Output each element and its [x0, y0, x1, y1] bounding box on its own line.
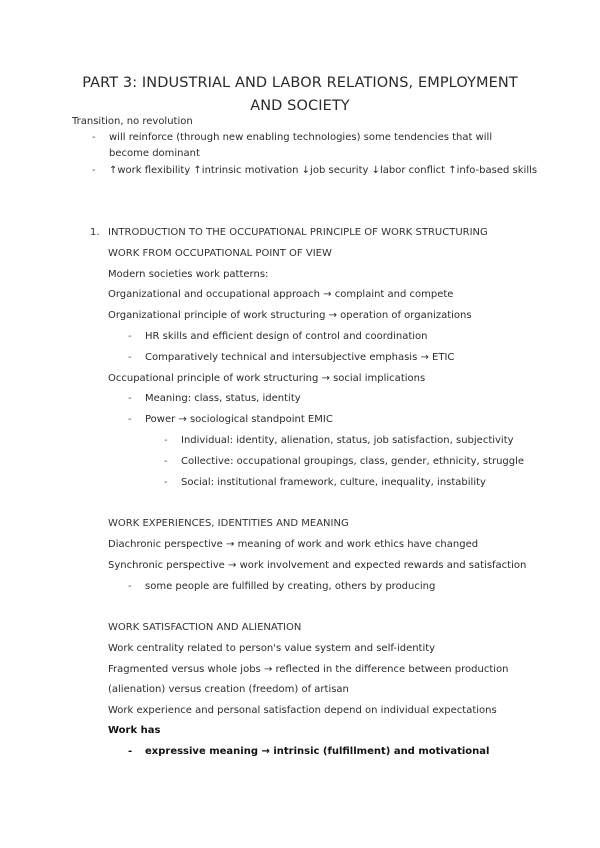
page-title: [60, 72, 540, 118]
intro-bullet-2: ↑work flexibility ↑intrinsic motivation ↓job security ↓labor conflict ↑info-based skills: [109, 165, 538, 176]
bullet-dash: -: [128, 331, 132, 342]
text-line: Occupational principle of work structuring → social implications: [108, 373, 426, 384]
section-number: 1.: [90, 227, 100, 238]
bullet-dash: -: [128, 746, 133, 757]
bullet-dash: -: [128, 414, 132, 425]
text-line: Organizational and occupational approach → complaint and compete: [108, 289, 454, 300]
bullet-dash: -: [164, 477, 168, 488]
text-line: Work experience and personal satisfaction depend on individual expectations: [108, 705, 497, 716]
title-line-2: AND SOCIETY: [250, 98, 350, 114]
list-item: Individual: identity, alienation, status, job satisfaction, subjectivity: [181, 435, 514, 446]
work-has-label: Work has: [108, 725, 161, 736]
intro-bullet-1: will reinforce (through new enabling technologies) some tendencies that will: [109, 132, 493, 143]
subsection-heading-2: WORK EXPERIENCES, IDENTITIES AND MEANING: [108, 518, 349, 529]
bullet-dash: -: [128, 352, 132, 363]
text-line: Organizational principle of work structuring → operation of organizations: [108, 310, 472, 321]
text-line: Work centrality related to person's value system and self-identity: [108, 643, 436, 654]
list-item: expressive meaning → intrinsic (fulfillment) and motivational: [145, 746, 490, 757]
list-item: Collective: occupational groupings, class, gender, ethnicity, struggle: [181, 456, 525, 467]
intro-lead: Transition, no revolution: [72, 116, 193, 127]
section-heading: INTRODUCTION TO THE OCCUPATIONAL PRINCIPLE OF WORK STRUCTURING: [108, 227, 488, 238]
text-line: (alienation) versus creation (freedom) of artisan: [108, 684, 349, 695]
intro-bullet-1-cont: become dominant: [109, 148, 200, 159]
text-line: Synchronic perspective → work involvement and expected rewards and satisfaction: [108, 560, 527, 571]
bullet-dash: -: [92, 132, 96, 143]
title-line-1: PART 3: INDUSTRIAL AND LABOR RELATIONS, EMPLOYMENT: [82, 75, 518, 91]
text-line: Modern societies work patterns:: [108, 269, 269, 280]
bullet-dash: -: [164, 435, 168, 446]
text-line: Diachronic perspective → meaning of work and work ethics have changed: [108, 539, 479, 550]
bullet-dash: -: [128, 581, 132, 592]
text-line: Fragmented versus whole jobs → reflected in the difference between production: [108, 664, 509, 675]
bullet-dash: -: [164, 456, 168, 467]
list-item: HR skills and efficient design of control and coordination: [145, 331, 428, 342]
subsection-heading-3: WORK SATISFACTION AND ALIENATION: [108, 622, 302, 633]
list-item: some people are fulfilled by creating, others by producing: [145, 581, 436, 592]
bullet-dash: -: [92, 165, 96, 176]
list-item: Power → sociological standpoint EMIC: [145, 414, 333, 425]
subsection-heading-1: WORK FROM OCCUPATIONAL POINT OF VIEW: [108, 248, 332, 259]
list-item: Social: institutional framework, culture, inequality, instability: [181, 477, 486, 488]
bullet-dash: -: [128, 393, 132, 404]
list-item: Comparatively technical and intersubjective emphasis → ETIC: [145, 352, 455, 363]
list-item: Meaning: class, status, identity: [145, 393, 301, 404]
